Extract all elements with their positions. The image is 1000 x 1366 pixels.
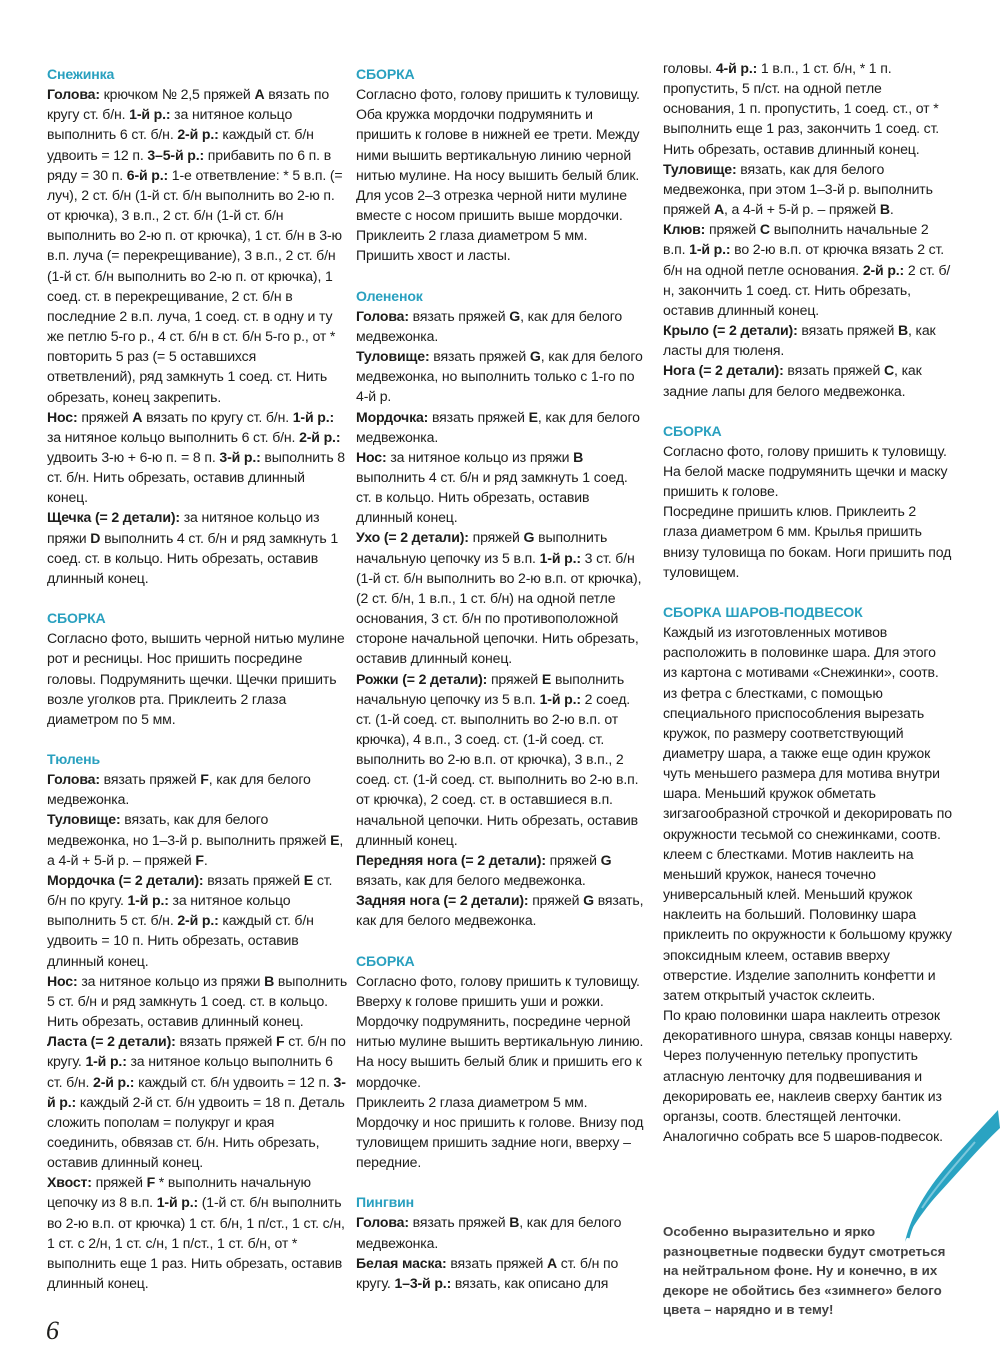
paragraph-fawn-front-leg: Передняя нога (= 2 детали): пряжей G вязать, как для белого медвежонка. bbox=[356, 851, 612, 889]
heading-snowflake: Снежинка bbox=[47, 66, 115, 82]
paragraph-penguin-wing: Крыло (= 2 детали): вязать пряжей В, как ласты для тюленя. bbox=[663, 322, 936, 359]
paragraph-assembly: Согласно фото, вышить черной нитью мулине рот и ресницы. Нос пришить посредине головы. Подрумянить щечки. Щечки пришить возле уголков рта. Приклеить 2 глаза диаметром по 5 мм. bbox=[47, 630, 345, 727]
heading-assembly: СБОРКА bbox=[47, 610, 106, 627]
paragraph-seal-body: Туловище: вязать, как для белого медвежонка, но 1–3-й р. выполнить пряжей Е, а 4-й + 5-й р. – пряжей F. bbox=[47, 811, 344, 868]
paragraph-seal-nose: Нос: за нитяное кольцо из пряжи В выполнить 5 ст. б/н и ряд замкнуть 1 соед. ст. в кольцо. Нить обрезать, оставив длинный конец. bbox=[47, 972, 348, 1030]
paragraph-penguin-beak: Клюв: пряжей С выполнить начальные 2 в.п. 1-й р.: во 2-ю в.п. от крючка вязать 2 ст. б/н на одной петле основания. 2-й р.: 2 ст. б/н, закончить 1 соед. ст. Нить обрезать, оставив длинный конец. bbox=[663, 221, 951, 318]
column-2 bbox=[356, 58, 646, 1293]
heading-fawn: Олененок bbox=[356, 287, 423, 304]
paragraph-ball-assembly-end: По краю половинки шара наклеить отрезок декоративного шнура, связав концы наверху. Через полученную петельку пропустить атласную ленточку для подвешивания и декорировать ее, наклеив сверху бантик из органзы, соотв. блестящей ленточки. Аналогично собрать все 5 шаров-подвесок. bbox=[663, 1007, 953, 1144]
photo-caption: Особенно выразительно и ярко разноцветные подвески будут смотреться на нейтральном фоне. Ну и конечно, в их декоре не обойтись без «зимнего» белого цвета – нарядно и в тему! bbox=[663, 1224, 946, 1317]
paragraph-mask-continued: головы. 4-й р.: 1 в.п., 1 ст. б/н, * 1 п. пропустить, 5 п/ст. на одной петле основания, 1 п. пропустить, 1 соед. ст., от * выполнить еще 1 раз, закончить 1 соед. ст. Нить обрезать, оставив длинный конец. bbox=[663, 60, 940, 157]
paragraph-assembly: Согласно фото, голову пришить к туловищу. Оба кружка мордочки подрумянить и пришить к голове в нижней ее трети. Между ними вышить вертикальную линию черной нитью мулине. На носу вышить белый блик. Для усов 2–3 отрезка черной нити мулине вместе с носом пришить выше мордочки. Приклеить 2 глаза диаметром 5 мм. bbox=[356, 86, 640, 244]
paragraph-ball-assembly: Каждый из изготовленных мотивов расположить в половинке шара. Для этого из картона с мотивами «Снежинки», соотв. из фетра с блестками, с помощью специального приспособления вырезать кружок, по размеру соответствующий диаметру шара, а также еще один кружок чуть меньшего размера для мотива внутри шара. Меньший кружок обметать зигзагообразной строчкой и декорировать по окружности тесьмой со снежинками, соотв. клеем с блестками. Мотив наклеить на меньший кружок, нанеся точечно универсальный клей. Меньший кружок наклеить на больший. Половинку шара приклеить по окружности к большому кружку эпоксидным клеем, оставив вверху отверстие. Изделие заполнить конфетти и затем открытый участок склеить. bbox=[663, 624, 952, 1003]
heading-assembly: СБОРКА bbox=[356, 952, 415, 969]
paragraph-penguin-head: Голова: вязать пряжей В, как для белого медвежонка. bbox=[356, 1214, 622, 1251]
paragraph-penguin-mask: Белая маска: вязать пряжей А ст. б/н по кругу. 1–3-й р.: вязать, как описано для bbox=[356, 1254, 619, 1291]
page-number: 6 bbox=[46, 1316, 59, 1345]
paragraph-assembly: Согласно фото, голову пришить к туловищу. Вверху к голове пришить уши и рожки. Мордочку подрумянить, посредине черной нитью мулине вышить вертикальную линию. На носу вышить белый блик и пришить его к мордочке. bbox=[356, 972, 644, 1090]
paragraph-fawn-back-leg: Задняя нога (= 2 детали): пряжей G вязать, как для белого медвежонка. bbox=[356, 892, 644, 929]
paragraph-head: Голова: крючком № 2,5 пряжей А вязать по кругу ст. б/н. 1-й р.: за нитяное кольцо выполнить 6 ст. б/н. 2-й р.: каждый ст. б/н удвоить = 12 п. 3–5-й р.: прибавить по 6 п. в ряду = 30 п. 6-й р.: 1-е ответвление: * 5 в.п. (= луч), 2 ст. б/н (1-й ст. б/н выполнить во 2-ю п. от крючка), 3 в.п., 2 ст. б/н (1-й ст. б/н выполнить во 2-ю п. от крючка), 1 ст. б/н в 3-ю в.п. луча (= перекрещивание), 3 в.п., 2 ст. б/н (1-й ст. б/н выполнить во 2-ю п. от крючка), 1 соед. ст. в перекрещивание, 2 ст. б/н в последние 2 в.п. луча, 1 соед. ст. в одну и ту же петлю 5-го р., 4 ст. б/н в ст. б/н 5-го р., от * повторить 5 раз (= 5 оставшихся ответвлений), ряд замкнуть 1 соед. ст. Нить обрезать, конец закрепить. bbox=[47, 86, 343, 405]
paragraph-assembly-end: Пришить хвост и ласты. bbox=[356, 247, 511, 264]
paragraph-fawn-body: Туловище: вязать пряжей G, как для белого медвежонка, но выполнить только с 1-го по 4-й р. bbox=[356, 348, 643, 405]
paragraph-seal-tail: Хвост: пряжей F * выполнить начальную цепочку из 8 в.п. 1-й р.: (1-й ст. б/н выполнить во 2-ю в.п. от крючка) 1 ст. б/н, 1 п/ст., 1 ст. с/н, 1 ст. с 2/н, 1 ст. с/н, 1 п/ст., 1 ст. б/н, от * выполнить еще 1 раз. Нить обрезать, оставив длинный конец. bbox=[47, 1174, 345, 1292]
paragraph-fawn-muzzle: Мордочка: вязать пряжей Е, как для белого медвежонка. bbox=[356, 408, 640, 445]
column-3 bbox=[663, 58, 953, 1146]
heading-seal: Тюлень bbox=[47, 751, 100, 767]
paragraph-seal-muzzle: Мордочка (= 2 детали): вязать пряжей Е ст. б/н по кругу. 1-й р.: за нитяное кольцо выполнить 5 ст. б/н. 2-й р.: каждый ст. б/н удвоить = 10 п. Нить обрезать, оставив длинный конец. bbox=[47, 871, 333, 969]
paragraph-assembly-beak: Посредине пришить клюв. Приклеить 2 глаза диаметром 6 мм. Крылья пришить внизу туловища по бокам. Ноги пришить под туловищем. bbox=[663, 503, 952, 580]
column-1 bbox=[47, 58, 347, 1293]
heading-penguin: Пингвин bbox=[356, 1194, 414, 1211]
paragraph-fawn-ear: Ухо (= 2 детали): пряжей G выполнить начальную цепочку из 5 в.п. 1-й р.: 3 ст. б/н (1-й ст. б/н выполнить во 2-ю в.п. от крючка), (2 ст. б/н, 1 в.п., 1 ст. б/н) на одной петле основания, 3 ст. б/н по противоположной стороне начальной цепочки. Нить обрезать, оставив длинный конец. bbox=[356, 529, 642, 667]
heading-assembly: СБОРКА bbox=[663, 422, 722, 439]
heading-ball-assembly: СБОРКА ШАРОВ-ПОДВЕСОК bbox=[663, 603, 863, 620]
paragraph-nose: Нос: пряжей А вязать по кругу ст. б/н. 1-й р.: за нитяное кольцо выполнить 6 ст. б/н. 2-й р.: удвоить 3-ю + 6-ю п. = 8 п. 3-й р.: выполнить 8 ст. б/н. Нить обрезать, оставив длинный конец. bbox=[47, 408, 345, 506]
paragraph-cheek: Щечка (= 2 детали): за нитяное кольцо из пряжи D выполнить 4 ст. б/н и ряд замкнуть 1 соед. ст. в кольцо. Нить обрезать, оставив длинный конец. bbox=[47, 509, 339, 586]
paragraph-seal-head: Голова: вязать пряжей F, как для белого медвежонка. bbox=[47, 771, 311, 808]
paragraph-fawn-horns: Рожки (= 2 детали): пряжей Е выполнить начальную цепочку из 5 в.п. 1-й р.: 2 соед. ст. (1-й соед. ст. выполнить во 2-ю в.п. от крючка), 4 в.п., 3 соед. ст. (1-й соед. ст. выполнить во 2-ю в.п. от крючка), 3 в.п., 2 соед. ст. (1-й соед. ст. выполнить во 2-ю в.п. от крючка), 2 соед. ст. в оставшиеся в.п. начальной цепочки. Нить обрезать, оставив длинный конец. bbox=[356, 670, 639, 848]
paragraph-penguin-leg: Нога (= 2 детали): вязать пряжей С, как задние лапы для белого медвежонка. bbox=[663, 362, 922, 399]
paragraph-penguin-body: Туловище: вязать, как для белого медвежонка, при этом 1–3-й р. выполнить пряжей А, а 4-й + 5-й р. – пряжей В. bbox=[663, 160, 933, 218]
paragraph-assembly: Согласно фото, голову пришить к туловищу. На белой маске подрумянить щечки и маску пришить к голове. bbox=[663, 442, 948, 500]
paragraph-fawn-head: Голова: вязать пряжей G, как для белого медвежонка. bbox=[356, 307, 623, 344]
paragraph-fawn-nose: Нос: за нитяное кольцо из пряжи В выполнить 4 ст. б/н и ряд замкнуть 1 соед. ст. в кольцо. Нить обрезать, оставив длинный конец. bbox=[356, 448, 628, 526]
paragraph-seal-flipper: Ласта (= 2 детали): вязать пряжей F ст. б/н по кругу. 1-й р.: за нитяное кольцо выполнить 6 ст. б/н. 2-й р.: каждый ст. б/н удвоить = 12 п. 3-й р.: каждый 2-й ст. б/н удвоить = 18 п. Деталь сложить пополам = полукруг и края соединить, обвязав ст. б/н. Нить обрезать, оставив длинный конец. bbox=[47, 1033, 346, 1171]
paragraph-assembly-eyes: Приклеить 2 глаза диаметром 5 мм. Мордочку и нос пришить к голове. Внизу под туловищем пришить задние ноги, вверху – передние. bbox=[356, 1093, 644, 1171]
heading-assembly: СБОРКА bbox=[356, 66, 415, 82]
